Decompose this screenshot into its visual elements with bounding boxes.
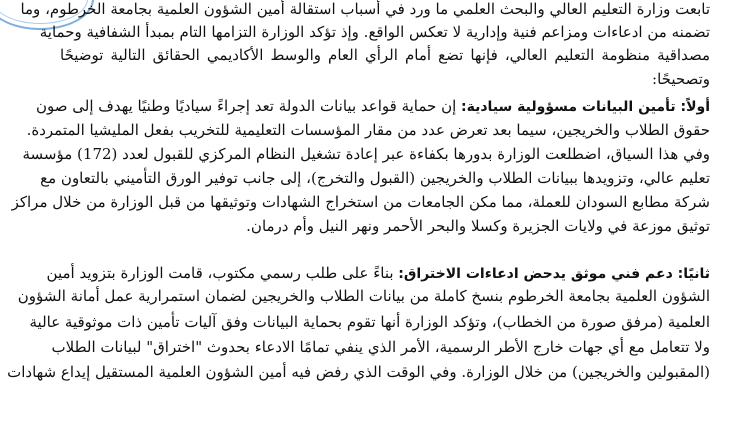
paragraph-line: وتصحيحًا: xyxy=(652,70,710,88)
section-heading: ثانيًا: دعم فني موثق يدحض ادعاءات الاختراق: xyxy=(398,266,710,282)
paragraph-line: تابعت وزارة التعليم العالي والبحث العلمي ما ورد في أسباب استقالة أمين الشؤون العلمية بجامعة الخرطوم، وما xyxy=(20,0,710,18)
section-line xyxy=(46,262,710,284)
paragraph-line: حقوق الطلاب والخريجين، سيما بعد تعرض عدد من مقار المؤسسات التعليمية للتخريب بفعل المليشيا المتمردة. xyxy=(26,121,710,139)
paragraph-line: توثيق موزعة في ولايات الجزيرة وكسلا والبحر الأحمر ونهر النيل وأم درمان. xyxy=(246,217,710,235)
section-text: إن حماية قواعد بيانات الدولة تعد إجراءً سياديًا وطنيًا يهدف إلى صون xyxy=(36,97,462,115)
paragraph-line: الشؤون العلمية بجامعة الخرطوم بنسخ كاملة من بيانات الطلاب والخريجين لضمان استمرارية عمل أمانة الشؤون xyxy=(17,287,710,305)
section-heading: أولاً: تأمين البيانات مسؤولية سيادية: xyxy=(461,99,710,115)
section-line xyxy=(36,95,710,117)
section-text: بناءً على طلب رسمي مكتوب، قامت الوزارة بتزويد أمين xyxy=(46,264,399,282)
paragraph-line: مصداقية منظومة التعليم العالي، فإنها تضع أمام الرأي العام والوسط الأكاديمي الحقائق التالية توضيحًا xyxy=(60,46,710,64)
paragraph-line: تضمنه من ادعاءات ومزاعم فنية وإدارية لا تعكس الواقع. وإذ تؤكد الوزارة التزامها التام بمبدأ الشفافية وحماية xyxy=(39,23,710,41)
paragraph-line: شركة مطابع السودان للعملة، مما مكن الجامعات من استخراج الشهادات وتوثيقها من قبل الوزارة من خلال مراكز xyxy=(11,193,710,211)
paragraph-line: ولا تتعامل مع أي جهات خارج الأطر الرسمية، الأمر الذي ينفي تمامًا الادعاء بحدوث "اختراق" لبيانات الطلاب xyxy=(51,338,710,356)
paragraph-line: وفي هذا السياق، اضطلعت الوزارة بدورها بكفاءة عبر إعادة تشغيل النظام المركزي للقبول لعدد (172) مؤسسة xyxy=(22,145,710,163)
paragraph-line: العلمية (مرفق صورة من الخطاب)، وتؤكد الوزارة أنها تقوم بحماية البيانات وفق آليات تأمين ذات موثوقية عالية xyxy=(29,313,710,331)
paragraph-line: (المقبولين والخريجين) من خلال الوزارة. وفي الوقت الذي رفض فيه أمين الشؤون العلمية المستقيل إيداع شهادات xyxy=(7,363,710,381)
paragraph-line: تعليم عالي، وتزويدها ببيانات الطلاب والخريجين (القبول والتخرج)، إلى جانب توفير الورق التأميني بالتعاون مع xyxy=(40,169,710,187)
